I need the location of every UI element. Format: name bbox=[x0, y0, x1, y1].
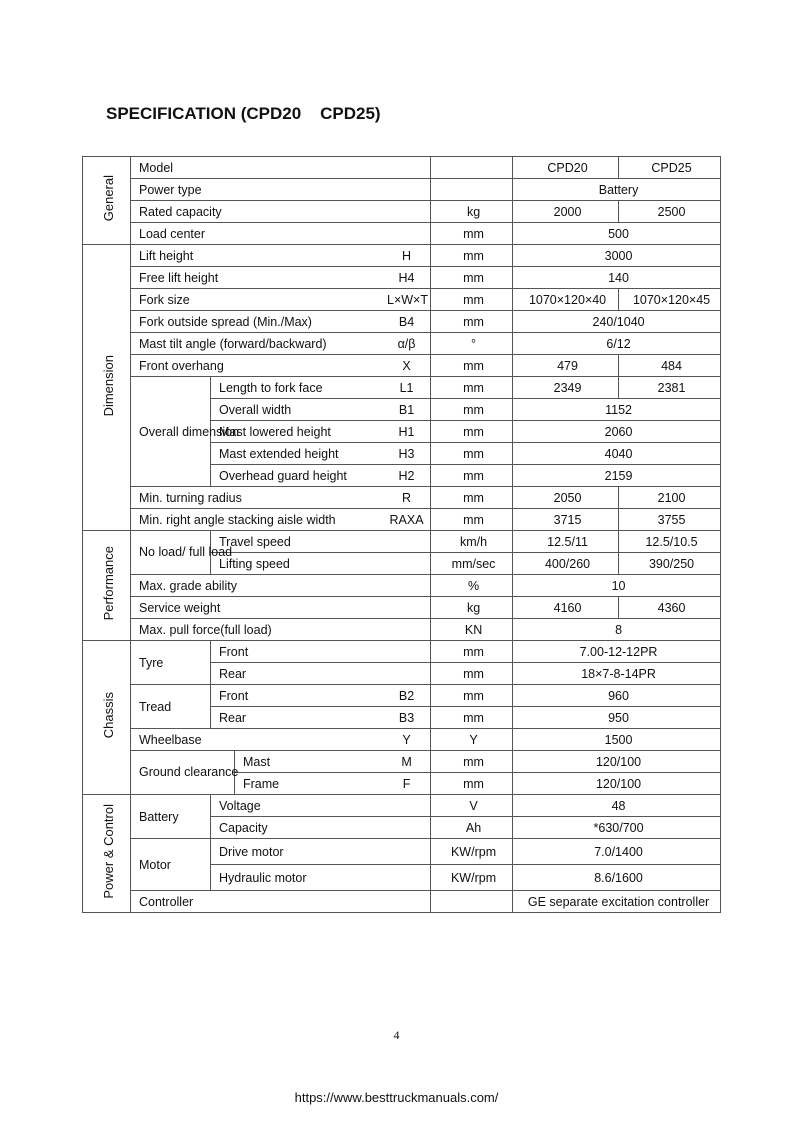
symbol: H2 bbox=[379, 465, 431, 487]
cpd20-value: 2349 bbox=[513, 377, 619, 399]
unit: mm bbox=[431, 641, 513, 663]
row-label: Hydraulic motor bbox=[211, 865, 431, 891]
table-row bbox=[83, 531, 721, 553]
table-row bbox=[83, 223, 721, 245]
row-label: Mast bbox=[235, 751, 379, 773]
cpd20-value: 2000 bbox=[513, 201, 619, 223]
unit: mm bbox=[431, 355, 513, 377]
cpd20-value: 479 bbox=[513, 355, 619, 377]
cpd20-value: 400/260 bbox=[513, 553, 619, 575]
unit: mm bbox=[431, 773, 513, 795]
row-label: Fork outside spread (Min./Max) bbox=[131, 311, 379, 333]
section-label-chassis: Chassis bbox=[83, 641, 131, 795]
group-label: Overall dimension bbox=[131, 377, 211, 487]
unit: Ah bbox=[431, 817, 513, 839]
row-label: Rear bbox=[211, 663, 431, 685]
cpd20-value: 4160 bbox=[513, 597, 619, 619]
shared-value: 10 bbox=[513, 575, 721, 597]
table-row bbox=[83, 245, 721, 267]
shared-value: 48 bbox=[513, 795, 721, 817]
symbol: H bbox=[379, 245, 431, 267]
shared-value: 2060 bbox=[513, 421, 721, 443]
shared-value: 1152 bbox=[513, 399, 721, 421]
unit: mm bbox=[431, 465, 513, 487]
unit: mm bbox=[431, 399, 513, 421]
cpd25-value: 4360 bbox=[619, 597, 721, 619]
table-row bbox=[83, 751, 721, 773]
shared-value: 120/100 bbox=[513, 773, 721, 795]
cpd25-value: CPD25 bbox=[619, 157, 721, 179]
shared-value: Battery bbox=[513, 179, 721, 201]
shared-value: 500 bbox=[513, 223, 721, 245]
unit: kg bbox=[431, 597, 513, 619]
shared-value: 7.00-12-12PR bbox=[513, 641, 721, 663]
shared-value: 8.6/1600 bbox=[513, 865, 721, 891]
unit: mm bbox=[431, 267, 513, 289]
page-title: SPECIFICATION (CPD20 CPD25) bbox=[106, 104, 381, 123]
unit: % bbox=[431, 575, 513, 597]
cpd25-value: 390/250 bbox=[619, 553, 721, 575]
symbol: α/β bbox=[379, 333, 431, 355]
table-row bbox=[83, 333, 721, 355]
symbol: X bbox=[379, 355, 431, 377]
table-row bbox=[83, 157, 721, 179]
unit: mm bbox=[431, 311, 513, 333]
unit: kg bbox=[431, 201, 513, 223]
cpd20-value: 3715 bbox=[513, 509, 619, 531]
symbol: L×W×T bbox=[379, 289, 431, 311]
table-row bbox=[83, 575, 721, 597]
unit: mm bbox=[431, 487, 513, 509]
section-label-performance: Performance bbox=[83, 531, 131, 641]
section-label-power-control: Power & Control bbox=[83, 795, 131, 913]
shared-value: 950 bbox=[513, 707, 721, 729]
group-label: Tread bbox=[131, 685, 211, 729]
table-row bbox=[83, 487, 721, 509]
row-label: Overhead guard height bbox=[211, 465, 379, 487]
cpd20-value: CPD20 bbox=[513, 157, 619, 179]
row-label: Load center bbox=[131, 223, 431, 245]
row-label: Max. pull force(full load) bbox=[131, 619, 431, 641]
row-label: Mast tilt angle (forward/backward) bbox=[131, 333, 379, 355]
table-row bbox=[83, 795, 721, 817]
row-label: Travel speed bbox=[211, 531, 431, 553]
symbol: R bbox=[379, 487, 431, 509]
cpd25-value: 3755 bbox=[619, 509, 721, 531]
group-label: Battery bbox=[131, 795, 211, 839]
table-row bbox=[83, 619, 721, 641]
shared-value: *630/700 bbox=[513, 817, 721, 839]
cpd25-value: 1070×120×45 bbox=[619, 289, 721, 311]
table-row bbox=[83, 179, 721, 201]
shared-value: 120/100 bbox=[513, 751, 721, 773]
row-label: Front overhang bbox=[131, 355, 379, 377]
shared-value: 8 bbox=[513, 619, 721, 641]
row-label: Drive motor bbox=[211, 839, 431, 865]
symbol: H4 bbox=[379, 267, 431, 289]
row-label: Controller bbox=[131, 891, 431, 913]
row-label: Front bbox=[211, 641, 431, 663]
page-number: 4 bbox=[393, 1028, 400, 1042]
symbol: RAXA bbox=[379, 509, 431, 531]
shared-value: 7.0/1400 bbox=[513, 839, 721, 865]
symbol: L1 bbox=[379, 377, 431, 399]
cpd25-value: 2100 bbox=[619, 487, 721, 509]
row-label: Front bbox=[211, 685, 379, 707]
row-label: Capacity bbox=[211, 817, 431, 839]
unit: ° bbox=[431, 333, 513, 355]
row-label: Length to fork face bbox=[211, 377, 379, 399]
table-row bbox=[83, 729, 721, 751]
unit: mm bbox=[431, 685, 513, 707]
shared-value: 2159 bbox=[513, 465, 721, 487]
table-row bbox=[83, 355, 721, 377]
row-label: Service weight bbox=[131, 597, 431, 619]
shared-value: 960 bbox=[513, 685, 721, 707]
section-label-general: General bbox=[83, 157, 131, 245]
row-label: Wheelbase bbox=[131, 729, 379, 751]
row-label: Model bbox=[131, 157, 431, 179]
cpd20-value: 2050 bbox=[513, 487, 619, 509]
unit: Y bbox=[431, 729, 513, 751]
group-label: Motor bbox=[131, 839, 211, 891]
row-label: Lifting speed bbox=[211, 553, 431, 575]
unit: KW/rpm bbox=[431, 865, 513, 891]
shared-value: 3000 bbox=[513, 245, 721, 267]
cpd25-value: 12.5/10.5 bbox=[619, 531, 721, 553]
unit: mm bbox=[431, 223, 513, 245]
table-row bbox=[83, 597, 721, 619]
group-label: Ground clearance bbox=[131, 751, 235, 795]
unit: V bbox=[431, 795, 513, 817]
cpd25-value: 2381 bbox=[619, 377, 721, 399]
row-label: Overall width bbox=[211, 399, 379, 421]
symbol: B3 bbox=[379, 707, 431, 729]
row-label: Min. right angle stacking aisle width bbox=[131, 509, 379, 531]
table-row bbox=[83, 509, 721, 531]
row-label: Lift height bbox=[131, 245, 379, 267]
row-label: Rated capacity bbox=[131, 201, 431, 223]
group-label: No load/ full load bbox=[131, 531, 211, 575]
row-label: Free lift height bbox=[131, 267, 379, 289]
table-row bbox=[83, 377, 721, 399]
shared-value: 140 bbox=[513, 267, 721, 289]
unit: KW/rpm bbox=[431, 839, 513, 865]
row-label: Min. turning radius bbox=[131, 487, 379, 509]
table-row bbox=[83, 641, 721, 663]
unit: mm bbox=[431, 443, 513, 465]
table-row bbox=[83, 685, 721, 707]
symbol: M bbox=[379, 751, 431, 773]
section-label-dimension: Dimension bbox=[83, 245, 131, 531]
cpd20-value: 1070×120×40 bbox=[513, 289, 619, 311]
table-row bbox=[83, 201, 721, 223]
footer-url: https://www.besttruckmanuals.com/ bbox=[294, 1090, 499, 1105]
row-label: Max. grade ability bbox=[131, 575, 431, 597]
cpd25-value: 2500 bbox=[619, 201, 721, 223]
table-row bbox=[83, 267, 721, 289]
shared-value: 1500 bbox=[513, 729, 721, 751]
unit: mm bbox=[431, 663, 513, 685]
cpd20-value: 12.5/11 bbox=[513, 531, 619, 553]
unit: mm bbox=[431, 707, 513, 729]
shared-value: 6/12 bbox=[513, 333, 721, 355]
group-label: Tyre bbox=[131, 641, 211, 685]
symbol: B1 bbox=[379, 399, 431, 421]
table-row bbox=[83, 311, 721, 333]
table-row bbox=[83, 839, 721, 865]
table-row bbox=[83, 891, 721, 913]
specification-table bbox=[82, 156, 721, 913]
row-label: Fork size bbox=[131, 289, 379, 311]
shared-value: 240/1040 bbox=[513, 311, 721, 333]
row-label: Voltage bbox=[211, 795, 431, 817]
row-label: Rear bbox=[211, 707, 379, 729]
row-label: Mast extended height bbox=[211, 443, 379, 465]
shared-value: 4040 bbox=[513, 443, 721, 465]
row-label: Mast lowered height bbox=[211, 421, 379, 443]
unit: mm bbox=[431, 751, 513, 773]
table-row bbox=[83, 289, 721, 311]
unit: mm bbox=[431, 289, 513, 311]
symbol: B4 bbox=[379, 311, 431, 333]
unit: km/h bbox=[431, 531, 513, 553]
shared-value: GE separate excitation controller bbox=[513, 891, 721, 913]
symbol: Y bbox=[379, 729, 431, 751]
row-label: Frame bbox=[235, 773, 379, 795]
shared-value: 18×7-8-14PR bbox=[513, 663, 721, 685]
unit: KN bbox=[431, 619, 513, 641]
symbol: H3 bbox=[379, 443, 431, 465]
unit: mm bbox=[431, 245, 513, 267]
cpd25-value: 484 bbox=[619, 355, 721, 377]
symbol: H1 bbox=[379, 421, 431, 443]
unit: mm bbox=[431, 509, 513, 531]
unit: mm bbox=[431, 377, 513, 399]
symbol: F bbox=[379, 773, 431, 795]
unit: mm/sec bbox=[431, 553, 513, 575]
symbol: B2 bbox=[379, 685, 431, 707]
row-label: Power type bbox=[131, 179, 431, 201]
unit: mm bbox=[431, 421, 513, 443]
